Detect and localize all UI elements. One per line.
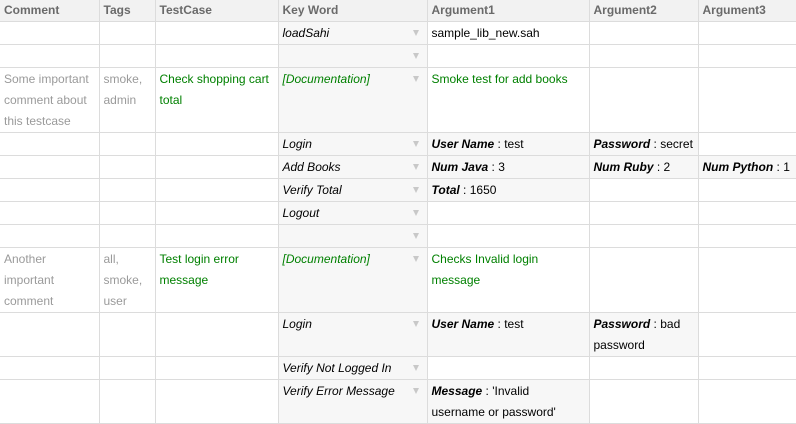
table-row — [0, 357, 796, 380]
keyword-cell[interactable] — [278, 202, 427, 225]
tags-cell[interactable] — [99, 68, 155, 133]
argument2-cell[interactable] — [589, 313, 698, 357]
keyword-text: Add Books — [282, 160, 341, 174]
chevron-down-icon[interactable] — [413, 164, 419, 170]
keyword-cell[interactable] — [278, 313, 427, 357]
testcase-name: Check shopping cart total — [159, 72, 269, 107]
chevron-down-icon[interactable] — [413, 187, 419, 193]
argument-separator: : — [650, 317, 661, 331]
argument-value: bad password — [593, 317, 681, 352]
argument-separator: : — [488, 160, 499, 174]
table-row — [0, 179, 796, 202]
argument-separator: : — [653, 160, 664, 174]
argument1-cell[interactable] — [427, 45, 589, 68]
documentation-text: Checks Invalid login message — [431, 252, 539, 287]
keyword-text: Logout — [282, 206, 320, 220]
comment-cell[interactable] — [0, 202, 99, 225]
keyword-cell[interactable] — [278, 68, 427, 133]
argument-separator: : — [650, 137, 661, 151]
tags-cell[interactable] — [99, 225, 155, 248]
argument1-cell[interactable] — [427, 179, 589, 202]
comment-cell[interactable] — [0, 357, 99, 380]
argument-name: User Name — [431, 137, 495, 151]
tags-cell[interactable] — [99, 133, 155, 156]
keyword-cell[interactable] — [278, 45, 427, 68]
argument-value: 'Invalid username or password' — [431, 384, 556, 419]
keyword-text: Verify Total — [282, 183, 342, 197]
comment-cell[interactable] — [0, 68, 99, 133]
chevron-down-icon[interactable] — [413, 141, 419, 147]
keyword-cell[interactable] — [278, 380, 427, 424]
testcase-cell[interactable] — [155, 313, 278, 357]
keyword-cell[interactable] — [278, 22, 427, 45]
table-row — [0, 202, 796, 225]
comment-cell[interactable] — [0, 248, 99, 313]
keyword-cell[interactable] — [278, 156, 427, 179]
argument-separator: : — [773, 160, 784, 174]
testcase-cell[interactable] — [155, 202, 278, 225]
keyword-cell[interactable] — [278, 179, 427, 202]
argument-name: Num Java — [431, 160, 489, 174]
argument3-cell[interactable] — [698, 156, 796, 179]
argument1-cell[interactable] — [427, 313, 589, 357]
comment-cell[interactable] — [0, 133, 99, 156]
argument-value: 1 — [783, 160, 790, 174]
argument1-cell[interactable] — [427, 133, 589, 156]
argument-value: secret — [660, 137, 693, 151]
chevron-down-icon[interactable] — [413, 30, 419, 36]
argument-value: sample_lib_new.sah — [431, 26, 540, 40]
chevron-down-icon[interactable] — [413, 53, 419, 59]
keyword-text: Login — [282, 137, 312, 151]
comment-text: Some important comment about this testcase — [4, 72, 89, 128]
tags-cell[interactable] — [99, 202, 155, 225]
argument3-cell[interactable] — [698, 68, 796, 133]
argument1-cell[interactable] — [427, 248, 589, 313]
argument3-cell[interactable] — [698, 380, 796, 424]
argument-name: Num Ruby — [593, 160, 654, 174]
argument3-cell[interactable] — [698, 202, 796, 225]
argument-separator: : — [494, 137, 505, 151]
chevron-down-icon[interactable] — [413, 256, 419, 262]
table-row — [0, 380, 796, 424]
keyword-text: [Documentation] — [282, 252, 370, 266]
tags-cell[interactable] — [99, 156, 155, 179]
argument2-cell[interactable] — [589, 202, 698, 225]
argument3-cell[interactable] — [698, 133, 796, 156]
chevron-down-icon[interactable] — [413, 365, 419, 371]
testcase-cell[interactable] — [155, 156, 278, 179]
testcase-cell[interactable] — [155, 357, 278, 380]
tags-cell[interactable] — [99, 313, 155, 357]
testcase-cell[interactable] — [155, 22, 278, 45]
chevron-down-icon[interactable] — [413, 76, 419, 82]
keyword-text: loadSahi — [282, 26, 330, 40]
argument-name: Password — [593, 317, 651, 331]
keyword-text: Login — [282, 317, 312, 331]
argument3-cell[interactable] — [698, 225, 796, 248]
argument-name: Password — [593, 137, 651, 151]
tags-text: all, smoke, user — [103, 252, 143, 308]
tags-text: smoke, admin — [103, 72, 143, 107]
argument-name: User Name — [431, 317, 495, 331]
testcase-name: Test login error message — [159, 252, 239, 287]
table-row — [0, 156, 796, 179]
argument3-cell[interactable] — [698, 45, 796, 68]
argument3-cell[interactable] — [698, 313, 796, 357]
argument2-cell[interactable] — [589, 179, 698, 202]
comment-cell[interactable] — [0, 179, 99, 202]
header-argument2[interactable]: Argument2 — [589, 0, 698, 22]
argument-name: Message — [431, 384, 483, 398]
argument2-cell[interactable] — [589, 380, 698, 424]
header-argument1[interactable]: Argument1 — [427, 0, 589, 22]
table-row — [0, 68, 796, 133]
keyword-cell[interactable] — [278, 225, 427, 248]
tags-cell[interactable] — [99, 248, 155, 313]
tags-cell[interactable] — [99, 45, 155, 68]
argument3-cell[interactable] — [698, 179, 796, 202]
argument2-cell[interactable] — [589, 248, 698, 313]
header-keyword[interactable]: Key Word — [278, 0, 427, 22]
testcase-cell[interactable] — [155, 380, 278, 424]
argument-separator: : — [494, 317, 505, 331]
argument-value: 3 — [498, 160, 505, 174]
header-tags[interactable]: Tags — [99, 0, 155, 22]
table-row — [0, 45, 796, 68]
chevron-down-icon[interactable] — [413, 388, 419, 394]
header-comment[interactable]: Comment — [0, 0, 99, 22]
tags-cell[interactable] — [99, 22, 155, 45]
keyword-text: Verify Error Message — [282, 384, 395, 398]
argument-value: 1650 — [469, 183, 497, 197]
argument3-cell[interactable] — [698, 357, 796, 380]
argument2-cell[interactable] — [589, 133, 698, 156]
tags-cell[interactable] — [99, 357, 155, 380]
keyword-cell[interactable] — [278, 357, 427, 380]
testcase-cell[interactable] — [155, 68, 278, 133]
argument2-cell[interactable] — [589, 45, 698, 68]
table-row — [0, 133, 796, 156]
argument-separator: : — [459, 183, 470, 197]
table-row — [0, 313, 796, 357]
argument2-cell[interactable] — [589, 357, 698, 380]
argument-name: Total — [431, 183, 460, 197]
header-argument3[interactable]: Argument3 — [698, 0, 796, 22]
argument2-cell[interactable] — [589, 68, 698, 133]
testcase-cell[interactable] — [155, 133, 278, 156]
argument1-cell[interactable] — [427, 202, 589, 225]
argument-name: Num Python — [702, 160, 774, 174]
chevron-down-icon[interactable] — [413, 210, 419, 216]
argument1-cell[interactable] — [427, 68, 589, 133]
comment-cell[interactable] — [0, 45, 99, 68]
argument1-cell[interactable] — [427, 225, 589, 248]
argument1-cell[interactable] — [427, 380, 589, 424]
testcase-cell[interactable] — [155, 179, 278, 202]
argument2-cell[interactable] — [589, 22, 698, 45]
table-row — [0, 248, 796, 313]
header-testcase[interactable]: TestCase — [155, 0, 278, 22]
argument1-cell[interactable] — [427, 357, 589, 380]
keyword-text: [Documentation] — [282, 72, 370, 86]
keyword-cell[interactable] — [278, 248, 427, 313]
argument1-cell[interactable] — [427, 156, 589, 179]
argument3-cell[interactable] — [698, 22, 796, 45]
tags-cell[interactable] — [99, 179, 155, 202]
comment-cell[interactable] — [0, 225, 99, 248]
argument-value: test — [504, 137, 524, 151]
table-row — [0, 225, 796, 248]
comment-text: Another important comment — [4, 252, 55, 308]
keyword-cell[interactable] — [278, 133, 427, 156]
argument3-cell[interactable] — [698, 248, 796, 313]
header-row — [0, 0, 796, 22]
argument2-cell[interactable] — [589, 156, 698, 179]
comment-cell[interactable] — [0, 156, 99, 179]
argument-separator: : — [482, 384, 493, 398]
keyword-text: Verify Not Logged In — [282, 361, 392, 375]
tags-cell[interactable] — [99, 380, 155, 424]
testcase-cell[interactable] — [155, 225, 278, 248]
testcase-cell[interactable] — [155, 248, 278, 313]
argument-value: 2 — [663, 160, 671, 174]
table-row — [0, 22, 796, 45]
testcase-cell[interactable] — [155, 45, 278, 68]
argument-value: test — [504, 317, 524, 331]
chevron-down-icon[interactable] — [413, 321, 419, 327]
argument2-cell[interactable] — [589, 225, 698, 248]
comment-cell[interactable] — [0, 22, 99, 45]
comment-cell[interactable] — [0, 380, 99, 424]
chevron-down-icon[interactable] — [413, 233, 419, 239]
argument1-cell[interactable] — [427, 22, 589, 45]
documentation-text: Smoke test for add books — [431, 72, 568, 86]
comment-cell[interactable] — [0, 313, 99, 357]
